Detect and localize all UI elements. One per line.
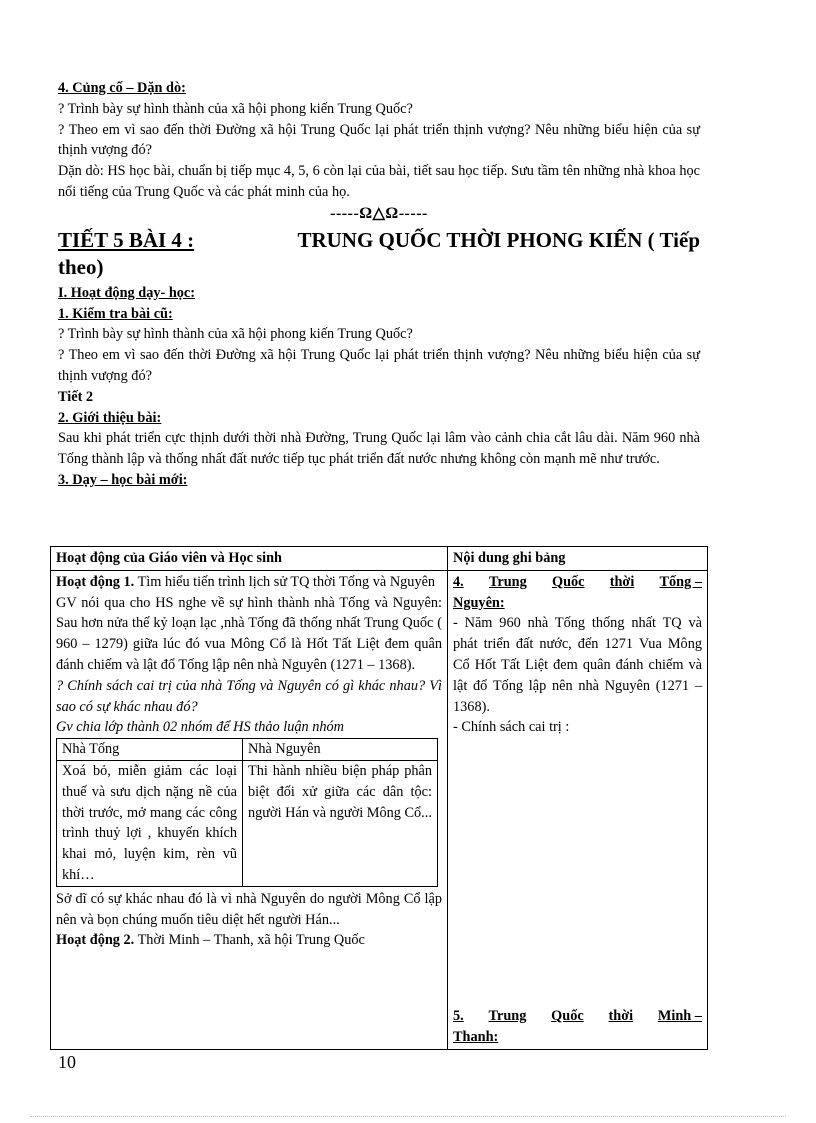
policy-question: ? Chính sách cai trị của nhà Tống và Nguyên có gì khác nhau? Vì sao có sự khác nhau đó?: [56, 677, 442, 715]
kiemtra-question-2: ? Theo em vì sao đến thời Đường xã hội Trung Quốc lại phát triển thịnh vượng? Nêu những biểu hiện của sự thịnh vượng đó?: [58, 347, 700, 384]
section4-word-2: Quốc: [551, 573, 585, 590]
document-page: [58, 78, 700, 491]
header-right: Nội dung ghi bảng: [448, 547, 708, 571]
reason-text: Sở dĩ có sự khác nhau đó là vì nhà Nguyên do người Mông Cổ lập nên và bọn chúng muốn tiêu diệt hết người Hán...: [56, 890, 442, 928]
lesson-name: TRUNG QUỐC THỜI PHONG KIẾN ( Tiếp: [297, 227, 700, 252]
table-header-row: [51, 547, 708, 571]
activity-2-label: Hoạt động 2.: [56, 932, 135, 949]
section4-num: 4.: [453, 573, 464, 590]
section5-word-1: Trung: [488, 1008, 527, 1025]
comparison-header-row: [57, 739, 438, 761]
comparison-head-nguyen: Nhà Nguyên: [243, 739, 438, 761]
cungco-question-1: ? Trình bày sự hình thành của xã hội phong kiến Trung Quốc?: [58, 100, 413, 117]
content-tong-nguyen: - Năm 960 nhà Tống thống nhất TQ và phát triển đất nước, đến 1271 Vua Mông Cổ Hốt Tất Liệt đem quân đánh chiếm và lật đổ Tống lập nên nhà Nguyên (1271 – 1368).: [453, 615, 702, 715]
comparison-nguyen: Thi hành nhiều biện pháp phân biệt đối xử giữa các dân tộc: người Hán và người Mông Cổ...: [243, 760, 438, 886]
lesson-table: [50, 546, 708, 1050]
section5-heading-cont: Thanh:: [453, 1028, 499, 1045]
kiemtra-question-1: ? Trình bày sự hình thành của xã hội phong kiến Trung Quốc?: [58, 326, 413, 343]
activity-1-label: Hoạt động 1.: [56, 573, 135, 590]
activity-2-text: Thời Minh – Thanh, xã hội Trung Quốc: [137, 932, 365, 949]
gioithieu-text: Sau khi phát triển cực thịnh dưới thời nhà Đường, Trung Quốc lại lâm vào cảnh chia cắt lâu dài. Năm 960 nhà Tống thành lập và thống nhất đất nước tiếp tục phát triển đất nước nhưng không còn mạnh mẽ như trước.: [58, 430, 700, 468]
section4-word-3: thời: [609, 573, 635, 590]
activities-cell: [51, 570, 448, 1049]
section4-word-1: Trung: [488, 573, 527, 590]
dayhoc-heading: 3. Dạy – học bài mới:: [58, 471, 188, 488]
header-left: Hoạt động của Giáo viên và Học sinh: [51, 547, 448, 571]
comparison-table: [56, 738, 438, 887]
activity-2: [56, 930, 442, 951]
section1-heading: I. Hoạt động dạy- học:: [58, 284, 196, 301]
content-spacer: [453, 738, 702, 1006]
lesson-title: [58, 227, 700, 254]
comparison-head-tong: Nhà Tống: [57, 739, 243, 761]
page-number: 10: [58, 1052, 76, 1072]
group-text: Gv chia lớp thành 02 nhóm để HS thảo luận nhóm: [56, 719, 344, 736]
section4-word-4: Tống –: [659, 573, 702, 590]
comparison-tong: Xoá bỏ, miễn giảm các loại thuế và sưu dịch nặng nề của thời trước, mở mang các công trình thuỷ lợi , khuyến khích khai mỏ, luyện kim, rèn vũ khí…: [57, 760, 243, 886]
cungco-heading: 4. Củng cố – Dặn dò:: [58, 80, 186, 96]
section4-heading: [453, 572, 702, 593]
comparison-body-row: [57, 760, 438, 886]
section5-word-3: thời: [608, 1008, 634, 1025]
tiet2-label: Tiết 2: [58, 388, 94, 405]
lesson-number: TIẾT 5 BÀI 4 :: [58, 227, 195, 252]
section5-word-2: Quốc: [551, 1008, 584, 1025]
activity-1-text: Tìm hiểu tiến trình lịch sử TQ thời Tống và Nguyên: [137, 573, 436, 590]
table-body-row: [51, 570, 708, 1049]
kiemtra-heading: 1. Kiểm tra bài cũ:: [58, 305, 173, 322]
section5-heading: [453, 1006, 702, 1027]
section4-heading-cont: Nguyên:: [453, 594, 505, 611]
bottom-dotted-rule: [30, 1116, 786, 1117]
section5-num: 5.: [453, 1008, 464, 1025]
section5-word-4: Minh –: [657, 1008, 702, 1025]
content-policy: - Chính sách cai trị :: [453, 719, 570, 736]
activity-1: [56, 572, 442, 593]
gioithieu-heading: 2. Giới thiệu bài:: [58, 409, 162, 426]
section-divider: -----Ω△Ω-----: [330, 204, 428, 222]
teacher-text: GV nói qua cho HS nghe về sự hình thành nhà Tống và Nguyên: Sau hơn nửa thế kỷ loạn lạc ,nhà Tống đã thống nhất Trung Quốc ( 960 – 1279) giữa lúc đó vua Mông Cổ là Hốt Tất Liệt đem quân đánh chiếm và lật đổ Tống lập nên nhà Nguyên (1271 – 1368).: [56, 594, 442, 673]
homework-text: Dặn dò: HS học bài, chuẩn bị tiếp mục 4, 5, 6 còn lại của bài, tiết sau học tiếp. Sưu tầm tên những nhà khoa học nổi tiếng của Trung Quốc và các phát minh của họ.: [58, 163, 700, 200]
content-cell: [448, 570, 708, 1049]
lesson-name-continued: theo): [58, 254, 104, 279]
cungco-question-2: ? Theo em vì sao đến thời Đường xã hội Trung Quốc lại phát triển thịnh vượng? Nêu những biểu hiện của sự thịnh vượng đó?: [58, 121, 700, 159]
